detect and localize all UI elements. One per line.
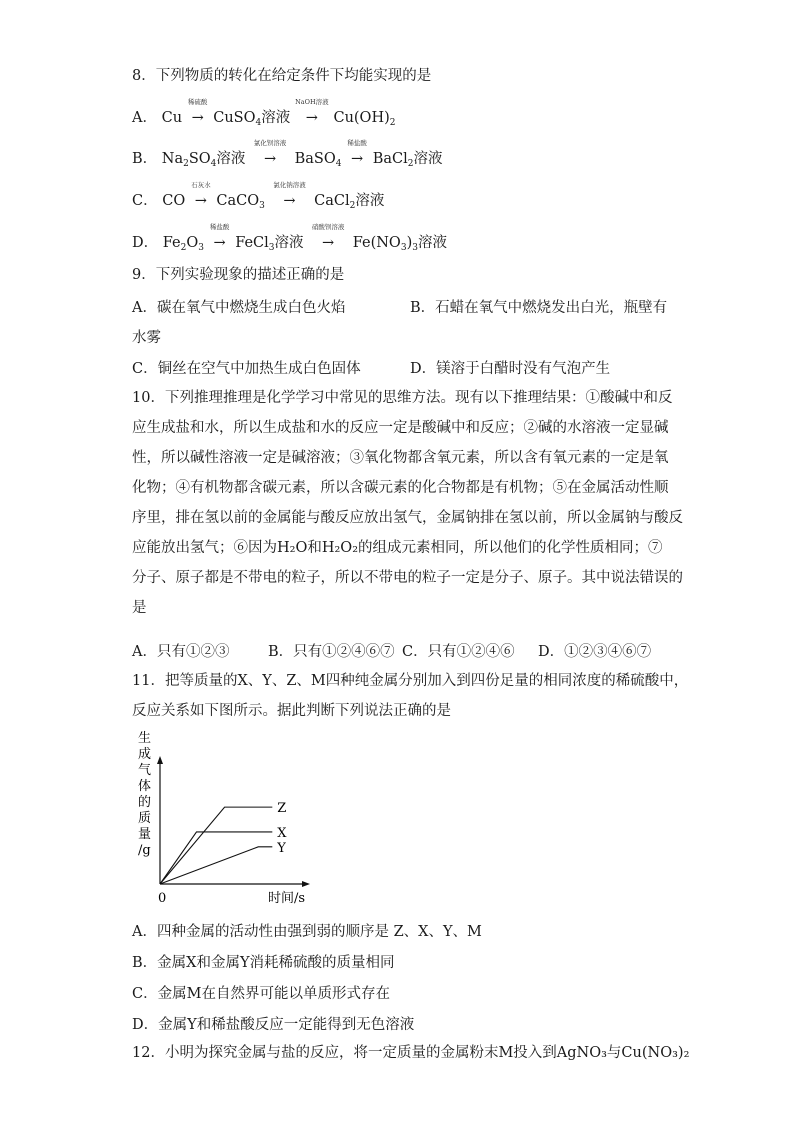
- q9-option-b-cont: 水雾: [132, 330, 161, 346]
- arrow-icon: NaOH溶液 →: [295, 98, 329, 126]
- q9-option-a[interactable]: A．碳在氧气中燃烧生成白色火焰: [132, 300, 346, 316]
- q8-option-a[interactable]: A． Cu 稀硫酸 → CuSO$_4$溶液 NaOH溶液 → $Cu(OH)_2$: [132, 98, 396, 128]
- q11-stem-line1: 11．把等质量的X、Y、Z、M四种纯金属分别加入到四份足量的相同浓度的稀硫酸中，: [132, 673, 689, 689]
- q11-option-b[interactable]: B．金属X和金属Y消耗稀硫酸的质量相同: [132, 955, 395, 971]
- series-group: [160, 801, 287, 884]
- y-axis-label-char: 体: [138, 779, 152, 794]
- arrow-icon: 硝酸钡溶液 →: [311, 223, 345, 251]
- arrow-icon: 稀盐酸 →: [347, 139, 367, 167]
- q8-option-c[interactable]: C． CO 石灰水 → CaCO$_3$ 氯化钠溶液 → CaCl$_2$溶液: [132, 181, 385, 211]
- q10-option-a[interactable]: A．只有①②③: [132, 644, 230, 660]
- arrow-icon: 稀硫酸 →: [187, 98, 208, 126]
- reaction-graph: [130, 728, 320, 908]
- q9-stem: 9．下列实验现象的描述正确的是: [132, 267, 345, 283]
- arrow-icon: 石灰水 →: [191, 181, 211, 209]
- q9-option-b[interactable]: B．石蜡在氧气中燃烧发出白光，瓶壁有: [410, 300, 668, 316]
- arrow-icon: 稀盐酸 →: [209, 223, 230, 251]
- q11-stem-line2: 反应关系如下图所示。据此判断下列说法正确的是: [132, 703, 451, 719]
- y-axis-label-char: 的: [138, 795, 152, 810]
- y-axis-arrow-icon: [157, 756, 163, 764]
- q12-stem-line1: 12．小明为探究金属与盐的反应，将一定质量的金属粉末M投入到AgNO₃与Cu(NO₃)₂: [132, 1045, 690, 1061]
- series-line-y: [160, 847, 272, 884]
- y-axis-label-char: 质: [138, 811, 152, 826]
- q10-stem: 10．下列推理推理是化学学习中常见的思维方法。现有以下推理结果：①酸碱中和反 应生成盐和水，所以生成盐和水的反应一定是酸碱中和反应；②碱的水溶液一定显碱 性，所以碱性溶液一定是碱溶液；③氧化物都含氧元素，所以含有氧元素的一定是氧 化物；④有机物都含碳元素，所以含碳元素的化合物都是有机物；⑤在金属活动性顺 序里，排在氢以前的金属能与酸反应放出氢气，金属钠排在氢以前，所以金属钠与酸反 应能放出氢气；⑥因为H₂O和H₂O₂的组成元素相同，所以他们的化学性质相同；⑦ 分子、原子都是不带电的粒子，所以不带电的粒子一定是分子、原子。其中说法错误的 是: [132, 390, 683, 616]
- origin-label: 0: [158, 891, 167, 906]
- q8-stem: 8．下列物质的转化在给定条件下均能实现的是: [132, 68, 432, 84]
- series-label-y: Y: [277, 840, 286, 856]
- series-line-x: [160, 832, 272, 884]
- series-label-x: X: [277, 825, 287, 841]
- x-axis-label: 时间/s: [268, 891, 306, 906]
- arrow-icon: 氯化钡溶液 →: [253, 139, 287, 167]
- q10-option-d[interactable]: D．①②③④⑥⑦: [538, 644, 652, 660]
- y-axis-label-char: 气: [138, 763, 152, 778]
- q11-option-c[interactable]: C．金属M在自然界可能以单质形式存在: [132, 986, 390, 1002]
- q9-option-c[interactable]: C．铜丝在空气中加热生成白色固体: [132, 361, 361, 377]
- x-axis-arrow-icon: [302, 881, 310, 887]
- q11-option-d[interactable]: D．金属Y和稀盐酸反应一定能得到无色溶液: [132, 1017, 415, 1033]
- q9-option-d[interactable]: D．镁溶于白醋时没有气泡产生: [410, 361, 611, 377]
- q10-option-c[interactable]: C．只有①②④⑥: [402, 644, 515, 660]
- y-axis-label-char: 成: [138, 747, 152, 762]
- y-axis-label-char: /g: [138, 843, 151, 858]
- q10-option-b[interactable]: B．只有①②④⑥⑦: [268, 644, 395, 660]
- arrow-icon: 氯化钠溶液 →: [273, 181, 306, 209]
- y-axis-label: [138, 730, 151, 858]
- y-axis-label-char: 生: [138, 731, 152, 746]
- q8-option-b[interactable]: B． $Na_2SO_4$溶液 氯化钡溶液 → BaSO$_4$ 稀盐酸 → BaCl$_2$溶液: [132, 139, 443, 169]
- series-line-z: [160, 807, 272, 884]
- q11-option-a[interactable]: A．四种金属的活动性由强到弱的顺序是 Z、X、Y、M: [132, 924, 482, 940]
- q8-option-d[interactable]: D． $Fe_2O_3$ 稀盐酸 → FeCl$_3$溶液 硝酸钡溶液 → $Fe(NO_3)_3$溶液: [132, 223, 447, 253]
- y-axis-label-char: 量: [138, 827, 152, 842]
- series-label-z: Z: [277, 801, 287, 817]
